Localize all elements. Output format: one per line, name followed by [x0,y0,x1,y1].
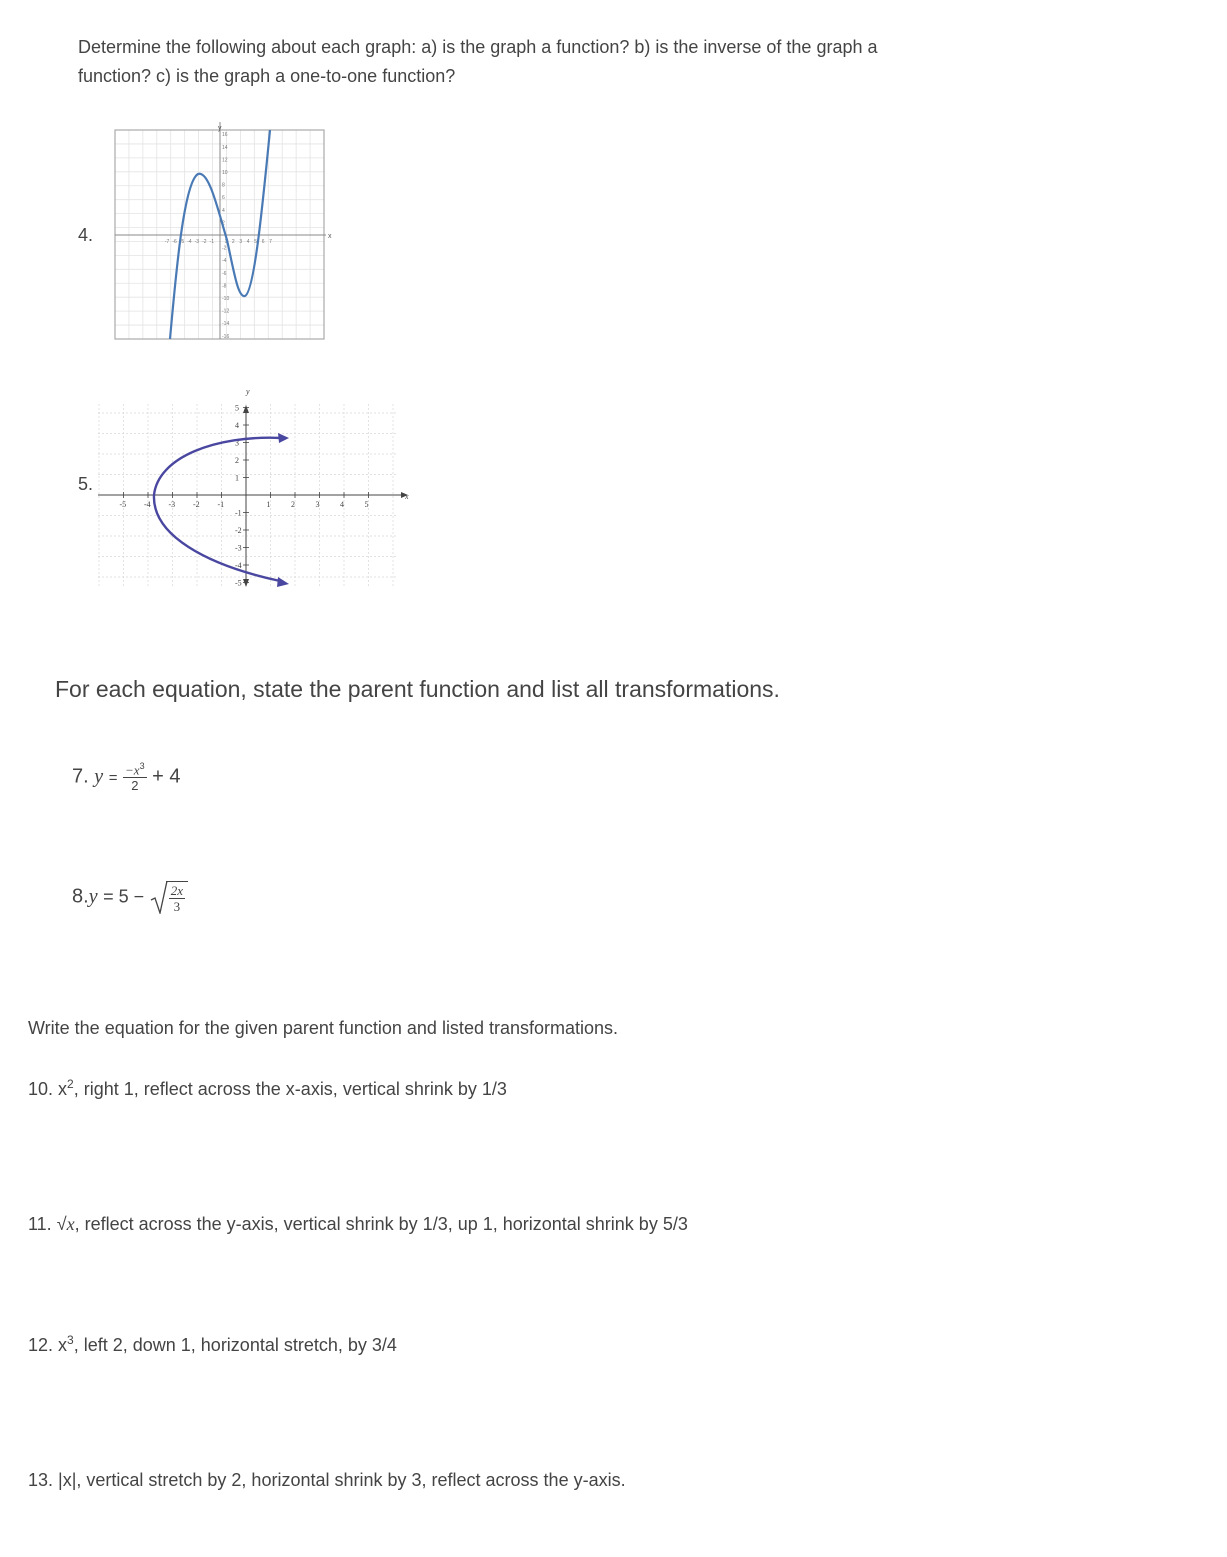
y-tick-label: 5 [235,403,239,413]
y-tick-label: -5 [235,578,242,588]
question-12 [28,1333,397,1356]
x-tick-label: -5 [179,239,185,245]
x-tick-label: -6 [172,239,177,245]
graph-5-y-arrow-up [243,405,249,413]
graph-5-arrow-bottom [277,577,289,587]
q8-prefix: 8. [72,885,89,908]
graph-5-x-label: x [405,492,409,501]
q10-pre: 10. x [28,1079,68,1099]
x-tick-label: 5 [364,500,369,509]
x-tick-label: -4 [187,239,192,245]
x-tick-label: -7 [164,239,170,245]
q7-tail: + 4 [152,765,181,788]
graph-5-y-label: y [246,387,250,396]
q10-post: , right 1, reflect across the x-axis, vertical shrink by 1/3 [73,1079,507,1099]
y-tick-label: 1 [235,473,239,483]
graph-5 [96,385,416,590]
question-5-number: 5. [78,474,94,494]
q12-exponent: 3 [67,1333,74,1347]
q11-variable: x [66,1214,75,1234]
graph-4-y-label: y [218,125,222,132]
question-10 [28,1077,507,1100]
y-tick-label: 6 [222,195,225,202]
q11-post: , reflect across the y-axis, vertical shrink by 1/3, up 1, horizontal shrink by 5/3 [74,1214,688,1234]
question-7-equation [72,762,181,792]
x-tick-label: -5 [119,500,127,509]
y-tick-label: 14 [222,144,228,151]
q12-pre: 12. x [28,1335,68,1355]
x-tick-label: -1 [217,500,225,509]
y-tick-label: -4 [222,258,227,265]
x-tick-label: -3 [194,239,200,245]
x-tick-label: 6 [261,239,265,245]
q7-numerator: −x [125,762,140,778]
question-8-equation [72,880,188,914]
x-tick-label: 2 [231,239,235,245]
q8-y: y [88,885,98,908]
x-tick-label: 7 [269,239,272,245]
q7-exponent: 3 [139,761,145,771]
q8-denominator: 3 [173,899,181,914]
y-tick-label: -8 [222,283,227,290]
graph-4-x-label: x [328,233,332,240]
x-tick-label: 4 [246,239,250,245]
y-tick-label: 10 [222,170,228,176]
question-13: 13. |x|, vertical stretch by 2, horizontal shrink by 3, reflect across the y-axis. [28,1470,626,1490]
graph-5-y-arrow-down [243,579,249,587]
y-tick-label: -2 [222,245,227,252]
x-tick-label: 3 [315,500,320,509]
x-tick-label: 4 [340,500,344,509]
graph-5-arrow-top [278,433,289,443]
q7-y: y [94,765,104,788]
heading-parent-functions: For each equation, state the parent function and list all transformations. [55,676,780,702]
question-4-number: 4. [78,225,94,245]
y-tick-label: 4 [222,207,225,214]
y-tick-label: 2 [222,220,225,227]
y-tick-label: -3 [235,543,242,553]
y-tick-label: 2 [235,456,239,465]
instructions-write-equation: Write the equation for the given parent function and listed transformations. [28,1018,619,1038]
instructions-graphs: Determine the following about each graph: a) is the graph a function? b) is the inverse of the graph a function? c) is the graph a one-to-one function? [78,37,878,86]
q7-fraction [123,762,147,792]
graph-4 [114,122,336,342]
x-tick-label: 1 [266,500,271,509]
q12-post: , left 2, down 1, horizontal stretch, by 3/4 [73,1335,397,1355]
y-tick-label: 12 [222,157,228,164]
graph-5-curve [154,438,281,581]
y-tick-label: -4 [235,561,242,570]
q8-fraction [166,881,188,913]
x-tick-label: 5 [254,239,258,245]
y-tick-label: 3 [235,438,239,448]
x-tick-label: -2 [202,239,207,245]
y-tick-label: -1 [235,508,242,518]
y-tick-label: -12 [222,308,230,315]
y-tick-label: 8 [222,182,225,189]
x-tick-label: 2 [291,500,295,509]
q7-equals: = [108,769,118,787]
y-tick-label: 16 [222,132,228,139]
q7-prefix: 7. [72,765,89,788]
question-11 [28,1214,688,1235]
y-tick-label: -6 [222,270,227,277]
y-tick-label: 4 [235,421,239,430]
x-tick-label: -4 [144,500,151,509]
x-tick-label: -1 [209,239,215,245]
x-tick-label: -2 [193,500,200,509]
y-tick-label: -2 [235,526,242,535]
q8-equals: = 5 − [103,886,145,907]
y-tick-label: -10 [222,296,230,302]
q11-pre: 11. √ [28,1214,67,1234]
x-tick-label: 1 [224,239,228,245]
q7-denominator: 2 [131,778,139,794]
y-tick-label: -16 [222,333,230,340]
x-tick-label: -3 [168,500,176,509]
q10-exponent: 2 [67,1077,74,1091]
q8-numerator: 2x [170,883,184,898]
y-tick-label: -14 [222,321,230,328]
x-tick-label: 3 [239,239,243,245]
